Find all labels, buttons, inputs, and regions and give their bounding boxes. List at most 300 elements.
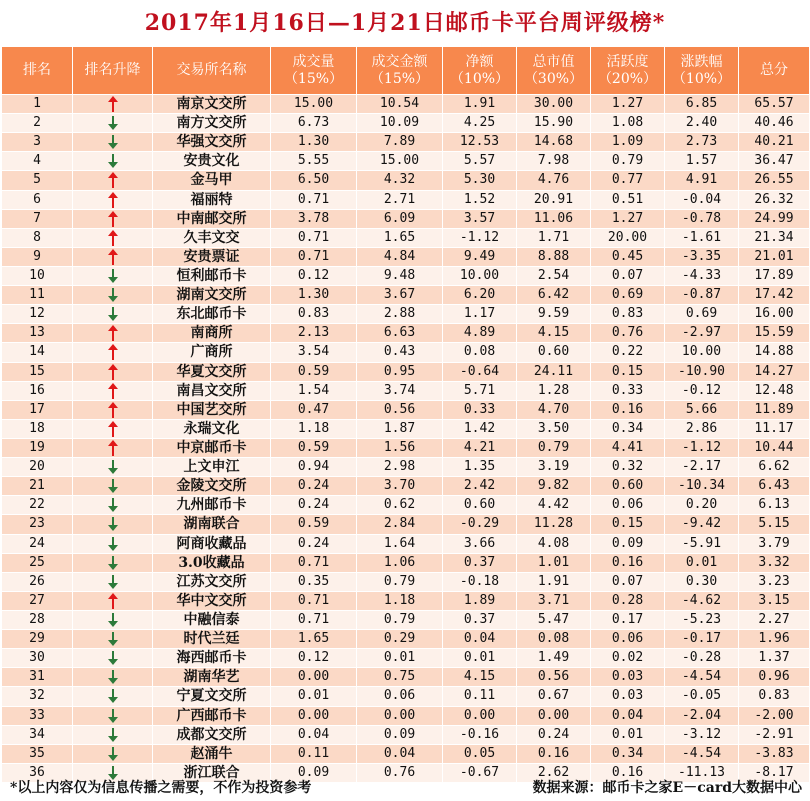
table-row[interactable] bbox=[2, 553, 810, 572]
rank-cell: 29 bbox=[2, 630, 73, 649]
change-cell: -5.23 bbox=[665, 610, 739, 629]
page-title: 2017年1月16日—1月21日邮币卡平台周评级榜* bbox=[144, 10, 666, 36]
rank-cell: 10 bbox=[2, 266, 73, 285]
market-cap-cell: 1.49 bbox=[517, 649, 591, 668]
net-cell: 1.35 bbox=[443, 458, 517, 477]
amount-cell: 0.62 bbox=[357, 496, 443, 515]
volume-cell: 3.78 bbox=[271, 209, 357, 228]
table-row[interactable] bbox=[2, 725, 810, 744]
change-cell: -4.33 bbox=[665, 266, 739, 285]
column-header-volume[interactable]: 成交量 （15%） bbox=[271, 47, 357, 95]
table-row[interactable] bbox=[2, 286, 810, 305]
rank-cell: 30 bbox=[2, 649, 73, 668]
rank-cell: 6 bbox=[2, 190, 73, 209]
name-cell: 中京邮币卡 bbox=[153, 438, 271, 457]
change-cell: -2.04 bbox=[665, 706, 739, 725]
arrow-down-icon bbox=[108, 746, 118, 761]
market-cap-cell: 30.00 bbox=[517, 95, 591, 114]
net-cell: 1.52 bbox=[443, 190, 517, 209]
activity-cell: 0.83 bbox=[591, 305, 665, 324]
change-cell: -4.54 bbox=[665, 668, 739, 687]
rank-cell: 22 bbox=[2, 496, 73, 515]
trend-cell bbox=[73, 610, 153, 629]
market-cap-cell: 9.59 bbox=[517, 305, 591, 324]
net-cell: -0.67 bbox=[443, 763, 517, 782]
market-cap-cell: 1.91 bbox=[517, 572, 591, 591]
table-row[interactable] bbox=[2, 419, 810, 438]
table-row[interactable] bbox=[2, 324, 810, 343]
table-row[interactable] bbox=[2, 534, 810, 553]
change-cell: 2.40 bbox=[665, 114, 739, 133]
name-cell: 久丰文交 bbox=[153, 228, 271, 247]
total-cell: 0.96 bbox=[739, 668, 810, 687]
change-cell: -3.35 bbox=[665, 247, 739, 266]
market-cap-cell: 8.88 bbox=[517, 247, 591, 266]
table-row[interactable] bbox=[2, 171, 810, 190]
change-cell: -2.97 bbox=[665, 324, 739, 343]
rank-cell: 3 bbox=[2, 133, 73, 152]
table-row[interactable] bbox=[2, 305, 810, 324]
net-cell: 0.08 bbox=[443, 343, 517, 362]
total-cell: -2.91 bbox=[739, 725, 810, 744]
activity-cell: 0.60 bbox=[591, 477, 665, 496]
volume-cell: 0.71 bbox=[271, 591, 357, 610]
market-cap-cell: 11.06 bbox=[517, 209, 591, 228]
rank-cell: 9 bbox=[2, 247, 73, 266]
rank-cell: 11 bbox=[2, 286, 73, 305]
market-cap-cell: 0.60 bbox=[517, 343, 591, 362]
table-row[interactable] bbox=[2, 477, 810, 496]
activity-cell: 0.32 bbox=[591, 458, 665, 477]
total-cell: -2.00 bbox=[739, 706, 810, 725]
disclaimer-note: *以上内容仅为信息传播之需要，不作为投资参考 bbox=[10, 780, 312, 796]
trend-cell bbox=[73, 534, 153, 553]
table-row[interactable] bbox=[2, 515, 810, 534]
change-cell: -0.05 bbox=[665, 687, 739, 706]
change-cell: 4.91 bbox=[665, 171, 739, 190]
table-row[interactable] bbox=[2, 496, 810, 515]
name-cell: 宁夏文交所 bbox=[153, 687, 271, 706]
net-cell: 4.21 bbox=[443, 438, 517, 457]
arrow-up-icon bbox=[108, 192, 118, 207]
activity-cell: 0.79 bbox=[591, 152, 665, 171]
activity-cell: 0.33 bbox=[591, 381, 665, 400]
arrow-up-icon bbox=[108, 325, 118, 340]
trend-cell bbox=[73, 458, 153, 477]
activity-cell: 0.28 bbox=[591, 591, 665, 610]
change-cell: -4.62 bbox=[665, 591, 739, 610]
column-header-name[interactable]: 交易所名称 bbox=[153, 47, 271, 95]
net-cell: -0.16 bbox=[443, 725, 517, 744]
trend-cell bbox=[73, 400, 153, 419]
trend-cell bbox=[73, 419, 153, 438]
net-cell: -0.29 bbox=[443, 515, 517, 534]
market-cap-cell: 15.90 bbox=[517, 114, 591, 133]
table-row[interactable] bbox=[2, 591, 810, 610]
net-cell: 12.53 bbox=[443, 133, 517, 152]
total-cell: 2.27 bbox=[739, 610, 810, 629]
amount-cell: 2.84 bbox=[357, 515, 443, 534]
change-cell: -2.17 bbox=[665, 458, 739, 477]
name-cell: 江苏文交所 bbox=[153, 572, 271, 591]
trend-cell bbox=[73, 706, 153, 725]
amount-cell: 4.84 bbox=[357, 247, 443, 266]
market-cap-cell: 24.11 bbox=[517, 362, 591, 381]
total-cell: 24.99 bbox=[739, 209, 810, 228]
activity-cell: 0.34 bbox=[591, 419, 665, 438]
activity-cell: 0.16 bbox=[591, 400, 665, 419]
trend-cell bbox=[73, 324, 153, 343]
name-cell: 海西邮币卡 bbox=[153, 649, 271, 668]
market-cap-cell: 11.28 bbox=[517, 515, 591, 534]
market-cap-cell: 4.70 bbox=[517, 400, 591, 419]
activity-cell: 0.51 bbox=[591, 190, 665, 209]
trend-cell bbox=[73, 266, 153, 285]
name-cell: 安贵文化 bbox=[153, 152, 271, 171]
change-cell: 5.66 bbox=[665, 400, 739, 419]
table-row[interactable] bbox=[2, 458, 810, 477]
arrow-down-icon bbox=[108, 516, 118, 531]
amount-cell: 1.87 bbox=[357, 419, 443, 438]
activity-cell: 0.06 bbox=[591, 630, 665, 649]
trend-cell bbox=[73, 228, 153, 247]
net-cell: -0.18 bbox=[443, 572, 517, 591]
total-cell: 16.00 bbox=[739, 305, 810, 324]
market-cap-cell: 20.91 bbox=[517, 190, 591, 209]
volume-cell: 0.24 bbox=[271, 477, 357, 496]
name-cell: 浙江联合 bbox=[153, 763, 271, 782]
total-cell: 3.79 bbox=[739, 534, 810, 553]
market-cap-cell: 0.24 bbox=[517, 725, 591, 744]
market-cap-cell: 1.28 bbox=[517, 381, 591, 400]
market-cap-cell: 6.42 bbox=[517, 286, 591, 305]
volume-cell: 0.94 bbox=[271, 458, 357, 477]
change-cell: -4.54 bbox=[665, 744, 739, 763]
name-cell: 永瑞文化 bbox=[153, 419, 271, 438]
trend-cell bbox=[73, 362, 153, 381]
volume-cell: 0.59 bbox=[271, 515, 357, 534]
total-cell: 26.55 bbox=[739, 171, 810, 190]
total-cell: 3.15 bbox=[739, 591, 810, 610]
trend-cell bbox=[73, 171, 153, 190]
rank-cell: 17 bbox=[2, 400, 73, 419]
activity-cell: 0.15 bbox=[591, 515, 665, 534]
table-row[interactable] bbox=[2, 572, 810, 591]
amount-cell: 0.00 bbox=[357, 706, 443, 725]
column-header-rank[interactable]: 排名 bbox=[2, 47, 73, 95]
arrow-down-icon bbox=[108, 459, 118, 474]
change-cell: -0.78 bbox=[665, 209, 739, 228]
volume-cell: 0.24 bbox=[271, 496, 357, 515]
change-cell: -0.28 bbox=[665, 649, 739, 668]
activity-cell: 1.27 bbox=[591, 95, 665, 114]
arrow-down-icon bbox=[108, 669, 118, 684]
amount-cell: 0.43 bbox=[357, 343, 443, 362]
total-cell: -8.17 bbox=[739, 763, 810, 782]
trend-cell bbox=[73, 305, 153, 324]
rating-table bbox=[1, 46, 810, 783]
amount-cell: 0.75 bbox=[357, 668, 443, 687]
activity-cell: 0.45 bbox=[591, 247, 665, 266]
market-cap-cell: 7.98 bbox=[517, 152, 591, 171]
amount-cell: 1.64 bbox=[357, 534, 443, 553]
rank-cell: 23 bbox=[2, 515, 73, 534]
table-row[interactable] bbox=[2, 438, 810, 457]
total-cell: 40.21 bbox=[739, 133, 810, 152]
change-cell: -0.87 bbox=[665, 286, 739, 305]
table-row[interactable] bbox=[2, 228, 810, 247]
amount-cell: 0.95 bbox=[357, 362, 443, 381]
change-cell: -0.04 bbox=[665, 190, 739, 209]
rank-cell: 27 bbox=[2, 591, 73, 610]
table-row[interactable] bbox=[2, 266, 810, 285]
trend-cell bbox=[73, 630, 153, 649]
activity-cell: 0.16 bbox=[591, 763, 665, 782]
trend-cell bbox=[73, 114, 153, 133]
name-cell: 上文申江 bbox=[153, 458, 271, 477]
table-row[interactable] bbox=[2, 247, 810, 266]
table-row[interactable] bbox=[2, 668, 810, 687]
column-header-activity[interactable]: 活跃度 （20%） bbox=[591, 47, 665, 95]
volume-cell: 0.71 bbox=[271, 228, 357, 247]
volume-cell: 0.35 bbox=[271, 572, 357, 591]
activity-cell: 1.27 bbox=[591, 209, 665, 228]
volume-cell: 0.09 bbox=[271, 763, 357, 782]
table-row[interactable] bbox=[2, 630, 810, 649]
table-row[interactable] bbox=[2, 744, 810, 763]
table-row[interactable] bbox=[2, 114, 810, 133]
trend-cell bbox=[73, 247, 153, 266]
change-cell: -0.12 bbox=[665, 381, 739, 400]
trend-cell bbox=[73, 668, 153, 687]
net-cell: 4.25 bbox=[443, 114, 517, 133]
column-header-market-cap[interactable]: 总市值 （30%） bbox=[517, 47, 591, 95]
name-cell: 广西邮币卡 bbox=[153, 706, 271, 725]
table-row[interactable] bbox=[2, 362, 810, 381]
trend-cell bbox=[73, 152, 153, 171]
volume-cell: 0.24 bbox=[271, 534, 357, 553]
net-cell: 0.11 bbox=[443, 687, 517, 706]
arrow-up-icon bbox=[108, 249, 118, 264]
name-cell: 金马甲 bbox=[153, 171, 271, 190]
amount-cell: 0.06 bbox=[357, 687, 443, 706]
table-row[interactable] bbox=[2, 95, 810, 114]
name-cell: 3.0收藏品 bbox=[153, 553, 271, 572]
volume-cell: 1.65 bbox=[271, 630, 357, 649]
rank-cell: 26 bbox=[2, 572, 73, 591]
trend-cell bbox=[73, 553, 153, 572]
rank-cell: 28 bbox=[2, 610, 73, 629]
column-header-change[interactable]: 涨跌幅 （10%） bbox=[665, 47, 739, 95]
total-cell: 11.17 bbox=[739, 419, 810, 438]
name-cell: 华夏文交所 bbox=[153, 362, 271, 381]
volume-cell: 2.13 bbox=[271, 324, 357, 343]
net-cell: 4.15 bbox=[443, 668, 517, 687]
total-cell: 26.32 bbox=[739, 190, 810, 209]
amount-cell: 3.70 bbox=[357, 477, 443, 496]
rank-cell: 5 bbox=[2, 171, 73, 190]
column-header-net[interactable]: 净额 （10%） bbox=[443, 47, 517, 95]
activity-cell: 0.34 bbox=[591, 744, 665, 763]
amount-cell: 3.74 bbox=[357, 381, 443, 400]
change-cell: 2.86 bbox=[665, 419, 739, 438]
volume-cell: 0.47 bbox=[271, 400, 357, 419]
amount-cell: 10.09 bbox=[357, 114, 443, 133]
arrow-up-icon bbox=[108, 364, 118, 379]
arrow-down-icon bbox=[108, 153, 118, 168]
table-body bbox=[2, 95, 810, 783]
column-header-amount[interactable]: 成交金额 （15%） bbox=[357, 47, 443, 95]
volume-cell: 0.71 bbox=[271, 610, 357, 629]
change-cell: -1.12 bbox=[665, 438, 739, 457]
table-row[interactable] bbox=[2, 343, 810, 362]
activity-cell: 0.76 bbox=[591, 324, 665, 343]
name-cell: 湖南文交所 bbox=[153, 286, 271, 305]
market-cap-cell: 1.71 bbox=[517, 228, 591, 247]
rank-cell: 16 bbox=[2, 381, 73, 400]
volume-cell: 15.00 bbox=[271, 95, 357, 114]
total-cell: 14.27 bbox=[739, 362, 810, 381]
table-row[interactable] bbox=[2, 190, 810, 209]
net-cell: 2.42 bbox=[443, 477, 517, 496]
header-row bbox=[2, 47, 810, 95]
table-row[interactable] bbox=[2, 400, 810, 419]
rank-cell: 4 bbox=[2, 152, 73, 171]
table-row[interactable] bbox=[2, 381, 810, 400]
net-cell: 1.89 bbox=[443, 591, 517, 610]
arrow-up-icon bbox=[108, 96, 118, 111]
arrow-up-icon bbox=[108, 383, 118, 398]
amount-cell: 9.48 bbox=[357, 266, 443, 285]
table-row[interactable] bbox=[2, 610, 810, 629]
data-source-note: 数据来源：邮币卡之家E－card大数据中心 bbox=[532, 780, 802, 796]
trend-cell bbox=[73, 649, 153, 668]
total-cell: 12.48 bbox=[739, 381, 810, 400]
table-row[interactable] bbox=[2, 649, 810, 668]
name-cell: 时代兰廷 bbox=[153, 630, 271, 649]
market-cap-cell: 9.82 bbox=[517, 477, 591, 496]
activity-cell: 20.00 bbox=[591, 228, 665, 247]
net-cell: 6.20 bbox=[443, 286, 517, 305]
name-cell: 安贵票证 bbox=[153, 247, 271, 266]
arrow-down-icon bbox=[108, 306, 118, 321]
table-row[interactable] bbox=[2, 687, 810, 706]
total-cell: 65.57 bbox=[739, 95, 810, 114]
change-cell: 0.20 bbox=[665, 496, 739, 515]
net-cell: 5.71 bbox=[443, 381, 517, 400]
change-cell: 0.69 bbox=[665, 305, 739, 324]
amount-cell: 0.04 bbox=[357, 744, 443, 763]
table-row[interactable] bbox=[2, 133, 810, 152]
rank-cell: 13 bbox=[2, 324, 73, 343]
volume-cell: 6.73 bbox=[271, 114, 357, 133]
market-cap-cell: 3.19 bbox=[517, 458, 591, 477]
trend-cell bbox=[73, 687, 153, 706]
volume-cell: 1.30 bbox=[271, 286, 357, 305]
arrow-down-icon bbox=[108, 708, 118, 723]
column-header-trend[interactable]: 排名升降 bbox=[73, 47, 153, 95]
total-cell: 21.34 bbox=[739, 228, 810, 247]
market-cap-cell: 1.01 bbox=[517, 553, 591, 572]
table-row[interactable] bbox=[2, 706, 810, 725]
rank-cell: 34 bbox=[2, 725, 73, 744]
net-cell: 1.17 bbox=[443, 305, 517, 324]
trend-cell bbox=[73, 381, 153, 400]
volume-cell: 0.59 bbox=[271, 438, 357, 457]
amount-cell: 2.71 bbox=[357, 190, 443, 209]
total-cell: 6.62 bbox=[739, 458, 810, 477]
net-cell: 0.37 bbox=[443, 610, 517, 629]
volume-cell: 3.54 bbox=[271, 343, 357, 362]
total-cell: 1.37 bbox=[739, 649, 810, 668]
total-cell: 0.83 bbox=[739, 687, 810, 706]
arrow-down-icon bbox=[108, 478, 118, 493]
volume-cell: 1.30 bbox=[271, 133, 357, 152]
trend-cell bbox=[73, 209, 153, 228]
arrow-up-icon bbox=[108, 421, 118, 436]
column-header-total[interactable]: 总分 bbox=[739, 47, 810, 95]
amount-cell: 7.89 bbox=[357, 133, 443, 152]
arrow-down-icon bbox=[108, 688, 118, 703]
name-cell: 华强文交所 bbox=[153, 133, 271, 152]
activity-cell: 0.06 bbox=[591, 496, 665, 515]
rank-cell: 14 bbox=[2, 343, 73, 362]
activity-cell: 0.09 bbox=[591, 534, 665, 553]
name-cell: 华中文交所 bbox=[153, 591, 271, 610]
arrow-down-icon bbox=[108, 650, 118, 665]
amount-cell: 0.09 bbox=[357, 725, 443, 744]
change-cell: -0.17 bbox=[665, 630, 739, 649]
change-cell: 6.85 bbox=[665, 95, 739, 114]
volume-cell: 0.11 bbox=[271, 744, 357, 763]
arrow-down-icon bbox=[108, 134, 118, 149]
net-cell: 0.01 bbox=[443, 649, 517, 668]
amount-cell: 0.56 bbox=[357, 400, 443, 419]
net-cell: 0.33 bbox=[443, 400, 517, 419]
amount-cell: 1.65 bbox=[357, 228, 443, 247]
name-cell: 中南邮交所 bbox=[153, 209, 271, 228]
table-row[interactable] bbox=[2, 152, 810, 171]
table-row[interactable] bbox=[2, 209, 810, 228]
change-cell: -10.34 bbox=[665, 477, 739, 496]
change-cell: 0.01 bbox=[665, 553, 739, 572]
name-cell: 东北邮币卡 bbox=[153, 305, 271, 324]
trend-cell bbox=[73, 477, 153, 496]
change-cell: 10.00 bbox=[665, 343, 739, 362]
market-cap-cell: 0.56 bbox=[517, 668, 591, 687]
name-cell: 南方文交所 bbox=[153, 114, 271, 133]
market-cap-cell: 4.15 bbox=[517, 324, 591, 343]
arrow-down-icon bbox=[108, 287, 118, 302]
arrow-up-icon bbox=[108, 440, 118, 455]
activity-cell: 0.22 bbox=[591, 343, 665, 362]
total-cell: 3.32 bbox=[739, 553, 810, 572]
total-cell: 10.44 bbox=[739, 438, 810, 457]
volume-cell: 0.01 bbox=[271, 687, 357, 706]
rank-cell: 15 bbox=[2, 362, 73, 381]
change-cell: -10.90 bbox=[665, 362, 739, 381]
trend-cell bbox=[73, 190, 153, 209]
trend-cell bbox=[73, 438, 153, 457]
name-cell: 中融信泰 bbox=[153, 610, 271, 629]
market-cap-cell: 3.50 bbox=[517, 419, 591, 438]
activity-cell: 0.69 bbox=[591, 286, 665, 305]
activity-cell: 0.04 bbox=[591, 706, 665, 725]
volume-cell: 5.55 bbox=[271, 152, 357, 171]
rank-cell: 25 bbox=[2, 553, 73, 572]
total-cell: 40.46 bbox=[739, 114, 810, 133]
net-cell: 4.89 bbox=[443, 324, 517, 343]
